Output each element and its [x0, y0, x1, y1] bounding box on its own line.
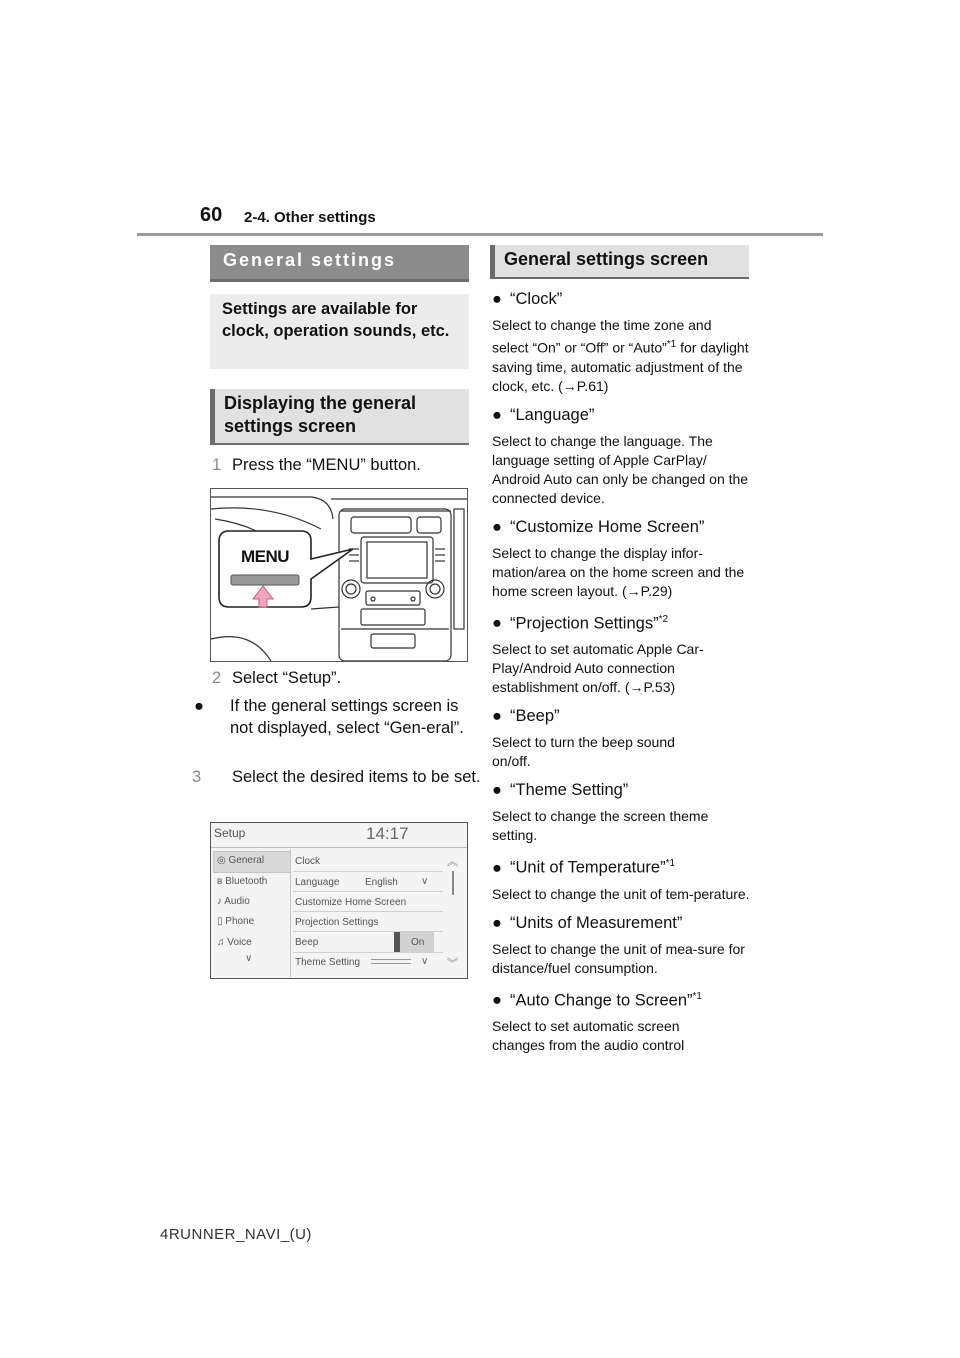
bullet-icon: ●: [194, 697, 204, 715]
row-divider: [293, 911, 443, 912]
music-note-icon: ♪: [217, 896, 225, 907]
theme-preview-line: [371, 959, 411, 960]
sidebar-label: Voice: [227, 937, 252, 948]
item-title: “Theme Setting”: [510, 781, 629, 800]
bullet-icon: ●: [492, 290, 502, 308]
voice-icon: ♫: [217, 937, 228, 948]
item-theme-title: [492, 779, 752, 801]
beep-value: On: [411, 937, 425, 948]
item-title: “Unit of Temperature”: [510, 858, 666, 877]
desc-text: for daylight saving time, automatic adjustment of the clock, etc. (→P.61): [492, 339, 749, 394]
step-2: [212, 667, 341, 689]
section-title: General settings: [223, 250, 397, 270]
sidebar-label: Audio: [224, 896, 250, 907]
chevron-down-icon: ∨: [421, 956, 429, 967]
column-divider: [290, 849, 291, 977]
bullet-text: If the general settings screen is not displayed, select “Gen-eral”.: [230, 697, 464, 737]
item-auto-change-title: [492, 986, 752, 1012]
row-projection[interactable]: Projection Settings: [295, 917, 379, 928]
right-subheading-box: [490, 245, 749, 279]
bullet-icon: ●: [492, 707, 502, 726]
item-temperature-title: [492, 853, 752, 879]
bullet-icon: ●: [492, 991, 502, 1010]
desc-footnote-mark: *1: [666, 339, 677, 350]
item-title: “Projection Settings”: [510, 614, 659, 633]
item-language-title: [492, 404, 752, 426]
toggle-indicator: [394, 932, 400, 952]
bullet-icon: ●: [492, 913, 502, 932]
row-divider: [293, 952, 443, 953]
sidebar-item-general[interactable]: [217, 855, 264, 866]
item-auto-change-desc: Select to set automatic screen changes from the audio control: [492, 1018, 685, 1054]
item-title: “Auto Change to Screen”: [510, 991, 693, 1010]
item-measurement-desc: Select to change the unit of mea-sure for distance/fuel consumption.: [492, 940, 745, 976]
step-number: 3: [192, 768, 202, 786]
sidebar-item-audio[interactable]: [217, 896, 250, 907]
row-theme[interactable]: Theme Setting: [295, 957, 361, 968]
step-3: [192, 766, 482, 788]
chevron-down-icon: ∨: [421, 876, 429, 887]
footnote-mark: *1: [665, 858, 676, 870]
scroll-down-icon[interactable]: ︾: [447, 958, 458, 970]
bullet-icon: ●: [492, 858, 502, 877]
item-customize-home-title: [492, 516, 752, 538]
footnote-mark: *1: [692, 990, 702, 1002]
sidebar-label: Bluetooth: [225, 876, 268, 887]
bullet-general: [194, 695, 480, 739]
phone-icon: ▯: [217, 916, 226, 927]
row-clock[interactable]: Clock: [295, 856, 321, 867]
bluetooth-icon: ʙ: [217, 876, 226, 887]
item-title: “Units of Measurement”: [510, 913, 683, 932]
item-temperature-desc: Select to change the unit of tem-perature.: [492, 885, 750, 902]
subheading: Displaying the general settings screen: [224, 393, 417, 436]
footer-model: 4RUNNER_NAVI_(U): [160, 1226, 312, 1243]
row-divider: [293, 931, 443, 932]
sidebar-label: Phone: [225, 916, 255, 927]
footnote-mark: *2: [658, 613, 669, 625]
sidebar-item-voice[interactable]: [217, 937, 252, 948]
bullet-icon: ●: [492, 781, 502, 800]
sidebar-item-phone[interactable]: [217, 916, 254, 927]
item-title: “Clock”: [510, 290, 563, 308]
bullet-icon: ●: [492, 517, 502, 536]
language-value: English: [365, 877, 398, 888]
dashboard-drawing: [211, 489, 467, 661]
step-1: [212, 454, 421, 476]
subheading-box: [210, 389, 469, 445]
row-beep[interactable]: Beep: [295, 937, 319, 948]
title-box: [210, 245, 469, 282]
sidebar-label: General: [228, 855, 265, 866]
bullet-icon: ●: [492, 405, 502, 424]
setup-divider: [211, 847, 467, 848]
item-measurement-title: [492, 912, 752, 934]
item-clock-title: [492, 288, 752, 310]
item-title: “Beep”: [510, 707, 560, 726]
item-title: “Language”: [510, 405, 595, 424]
item-customize-home-desc: Select to change the display infor-mation/area on the home screen and the home screen layout. (→P.29): [492, 544, 745, 599]
row-divider: [293, 871, 443, 872]
bullet-icon: ●: [492, 614, 502, 633]
step-text: Select the desired items to be set.: [232, 768, 481, 786]
sidebar-chevron-down-icon[interactable]: ∨: [245, 953, 253, 964]
scrollbar-thumb[interactable]: [452, 871, 454, 895]
item-language-desc: Select to change the language. The language setting of Apple CarPlay/ Android Auto can only be changed on the connected device.: [492, 432, 749, 506]
intro-box: [210, 294, 469, 369]
item-theme-desc: Select to change the screen theme setting.: [492, 808, 709, 844]
step-number: 1: [212, 456, 222, 474]
step-number: 2: [212, 669, 222, 687]
section-header: 2-4. Other settings: [244, 209, 376, 226]
item-beep-desc: Select to turn the beep sound on/off.: [492, 734, 675, 770]
step-text: Press the “MENU” button.: [232, 456, 421, 474]
header-rule: [137, 233, 823, 236]
item-clock-desc: [492, 316, 750, 396]
menu-label: MENU: [241, 547, 290, 566]
row-language[interactable]: Language: [295, 877, 340, 888]
general-icon: ◎: [217, 855, 229, 866]
scroll-up-icon[interactable]: ︽: [447, 856, 458, 868]
step-text: Select “Setup”.: [232, 669, 342, 687]
dashboard-illustration: [210, 488, 468, 662]
row-customize-home[interactable]: Customize Home Screen: [295, 897, 407, 908]
sidebar-item-bluetooth[interactable]: [217, 876, 267, 887]
intro-text: Settings are available for clock, operation sounds, etc.: [222, 300, 450, 340]
page-number: 60: [200, 204, 223, 226]
desc-text: Select to change the time zone and select “On” or “Off” or “Auto”: [492, 317, 712, 356]
setup-title: Setup: [214, 826, 246, 840]
item-projection-desc: Select to set automatic Apple Car-Play/Android Auto connection establishment on/off. (→P.53): [492, 641, 704, 696]
setup-clock: 14:17: [366, 824, 409, 843]
item-title: “Customize Home Screen”: [510, 517, 705, 536]
item-beep-title: [492, 705, 752, 727]
settings-item-list: [492, 288, 752, 1055]
row-divider: [293, 891, 443, 892]
right-subheading: General settings screen: [504, 249, 709, 269]
theme-preview-line: [371, 963, 411, 964]
setup-screen-illustration: [210, 822, 468, 979]
item-projection-title: [492, 609, 752, 635]
